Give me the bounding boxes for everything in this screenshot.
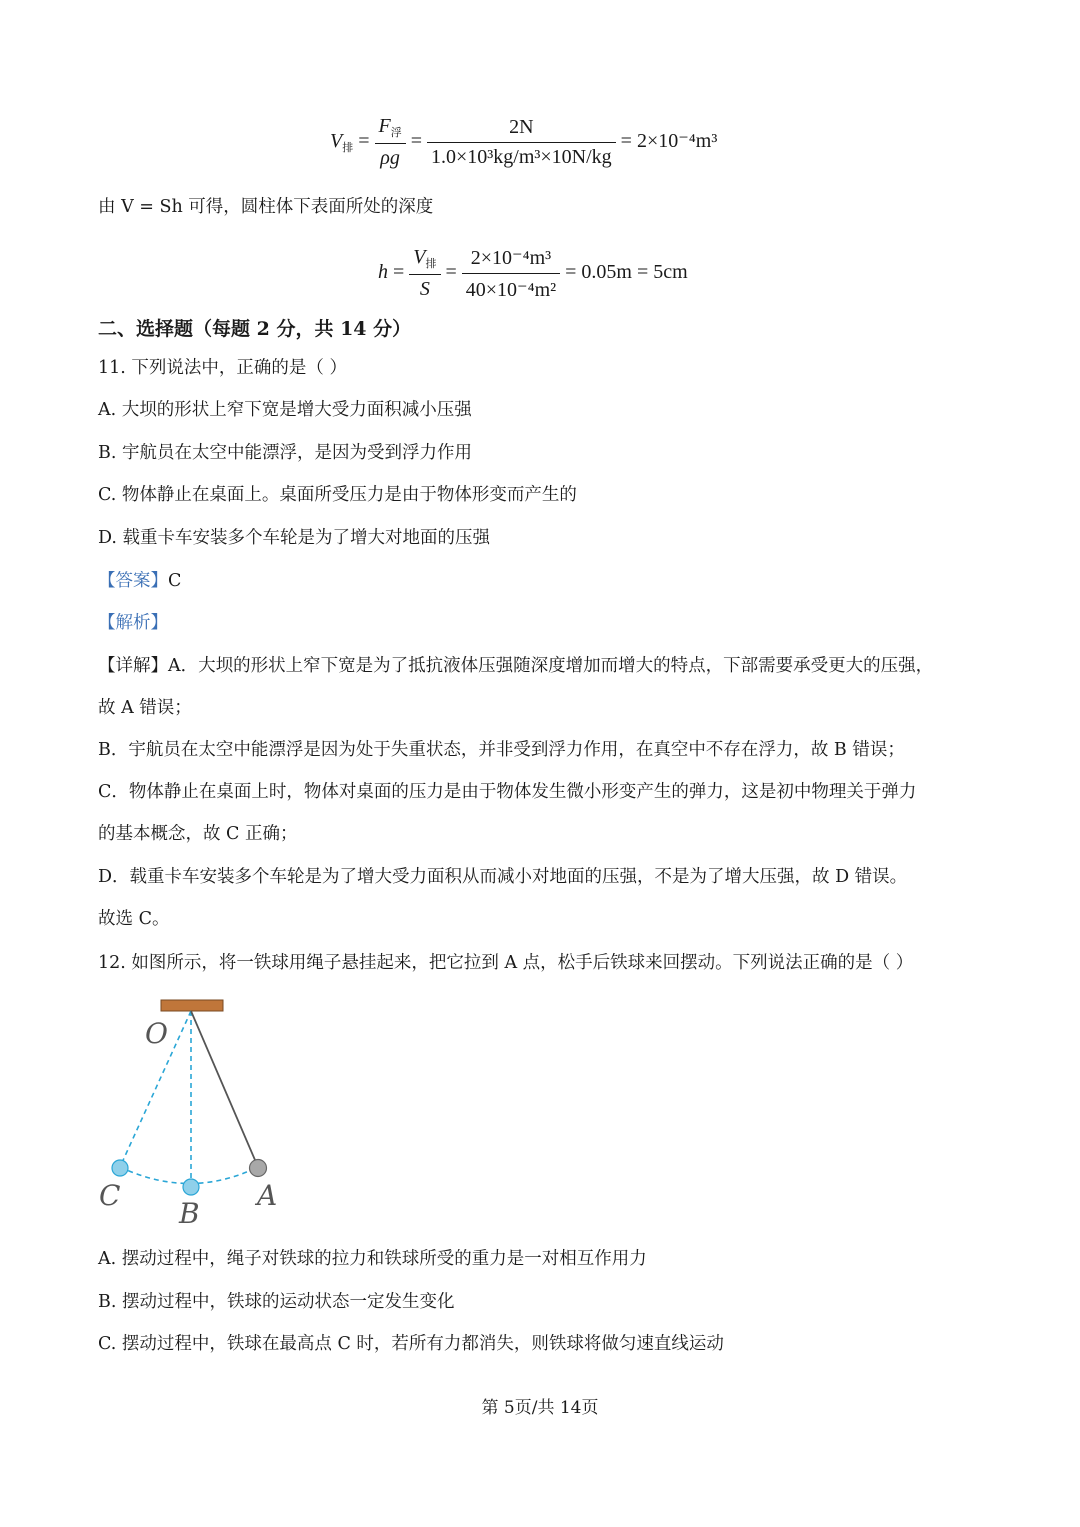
- formula1-result: = 2×10⁻⁴m³: [620, 130, 718, 153]
- section-heading: 二、选择题（每题 2 分，共 14 分）: [98, 318, 412, 340]
- formula2-v-num-sub: 排: [425, 258, 437, 270]
- answer-value: C: [168, 571, 182, 591]
- formula2-fraction-numeric: [462, 245, 560, 302]
- text-v-sh: 由 V = Sh 可得，圆柱体下表面所处的深度: [98, 197, 434, 217]
- analysis-label: 【解析】: [98, 613, 168, 633]
- q12-stem: 12. 如图所示，将一铁球用绳子悬挂起来，把它拉到 A 点，松手后铁球来回摆动。下列说法正确的是（ ）: [98, 953, 914, 973]
- label-o: O: [145, 1017, 168, 1050]
- detail-line-3: B．宇航员在太空中能漂浮是因为处于失重状态，并非受到浮力作用，在真空中不存在浮力，故 B 错误；: [98, 740, 905, 760]
- ball-at-c: [112, 1160, 128, 1176]
- answer-label: 【答案】: [98, 571, 168, 591]
- detail-label: 【详解】: [98, 656, 168, 676]
- detail-line-5: 的基本概念，故 C 正确；: [98, 824, 298, 844]
- formula1-fraction-symbolic: [375, 115, 406, 170]
- formula2-num: 2×10⁻⁴m³: [462, 245, 560, 274]
- q12-option-c: C. 摆动过程中，铁球在最高点 C 时，若所有力都消失，则铁球将做匀速直线运动: [98, 1334, 724, 1354]
- formula1-fraction-numeric: [427, 116, 616, 169]
- q11-answer: [98, 573, 181, 591]
- detail-text-1: A．大坝的形状上窄下宽是为了抵抗液体压强随深度增加而增大的特点，下部需要承受更大的压强，: [168, 656, 934, 676]
- q12-option-b: B. 摆动过程中，铁球的运动状态一定发生变化: [98, 1292, 455, 1312]
- formula1-f-num-sub: 浮: [390, 127, 402, 139]
- formula2-den: 40×10⁻⁴m²: [465, 279, 557, 301]
- formula2-lhs: h: [378, 261, 388, 284]
- detail-line-4: C．物体静止在桌面上时，物体对桌面的压力是由于物体发生微小形变产生的弹力，这是初中物理关于弹力: [98, 782, 917, 802]
- pendulum-figure: [95, 995, 315, 1230]
- detail-line-6: D．载重卡车安装多个车轮是为了增大受力面积从而减小对地面的压强，不是为了增大压强，故 D 错误。: [98, 867, 908, 887]
- label-a: A: [257, 1179, 278, 1212]
- formula1-f-num: F: [378, 115, 391, 137]
- q12-option-a: A. 摆动过程中，绳子对铁球的拉力和铁球所受的重力是一对相互作用力: [98, 1249, 647, 1269]
- q11-stem: 11. 下列说法中，正确的是（ ）: [98, 358, 347, 378]
- formula-buoyancy-volume: $V_排$ = $\frac{F_浮}{\rho g}$ = $\frac{2N}{\text{1.0×10³kg/m³×10N/kg}}$ = 2×10⁻⁴m³: [330, 115, 718, 169]
- formula1-lhs: V: [330, 130, 343, 153]
- formula2-v-den: S: [419, 278, 430, 300]
- label-c: C: [99, 1179, 121, 1212]
- q11-option-c: C. 物体静止在桌面上。桌面所受压力是由于物体形变而产生的: [98, 485, 577, 505]
- formula1-num: 2N: [427, 116, 616, 143]
- formula2-v-num: V: [413, 246, 426, 268]
- q11-option-b: B. 宇航员在太空中能漂浮，是因为受到浮力作用: [98, 443, 472, 463]
- detail-line-1: [98, 658, 933, 676]
- formula-depth: h = $\frac{V_排}{S}$ = $\frac{\text{2×10⁻⁴m³}}{\text{40×10⁻⁴m²}}$ = 0.05m = 5cm: [378, 246, 688, 301]
- formula2-result: = 0.05m = 5cm: [565, 261, 688, 284]
- formula2-fraction-symbolic: [409, 246, 440, 301]
- formula1-lhs-sub: 排: [342, 142, 354, 155]
- label-b: B: [179, 1197, 200, 1230]
- detail-line-7: 故选 C。: [98, 909, 170, 929]
- formula1-f-den: ρg: [380, 147, 400, 169]
- string-to-a: [191, 1011, 258, 1167]
- q11-option-a: A. 大坝的形状上窄下宽是增大受力面积减小压强: [98, 400, 472, 420]
- formula1-den: 1.0×10³kg/m³×10N/kg: [431, 146, 612, 168]
- q11-option-d: D. 载重卡车安装多个车轮是为了增大对地面的压强: [98, 528, 491, 548]
- ceiling-beam: [161, 1000, 223, 1011]
- detail-line-2: 故 A 错误；: [98, 698, 192, 718]
- ball-at-a: [250, 1160, 267, 1177]
- page-footer: 第 5页/共 14页: [481, 1398, 599, 1418]
- ball-at-b: [183, 1179, 199, 1195]
